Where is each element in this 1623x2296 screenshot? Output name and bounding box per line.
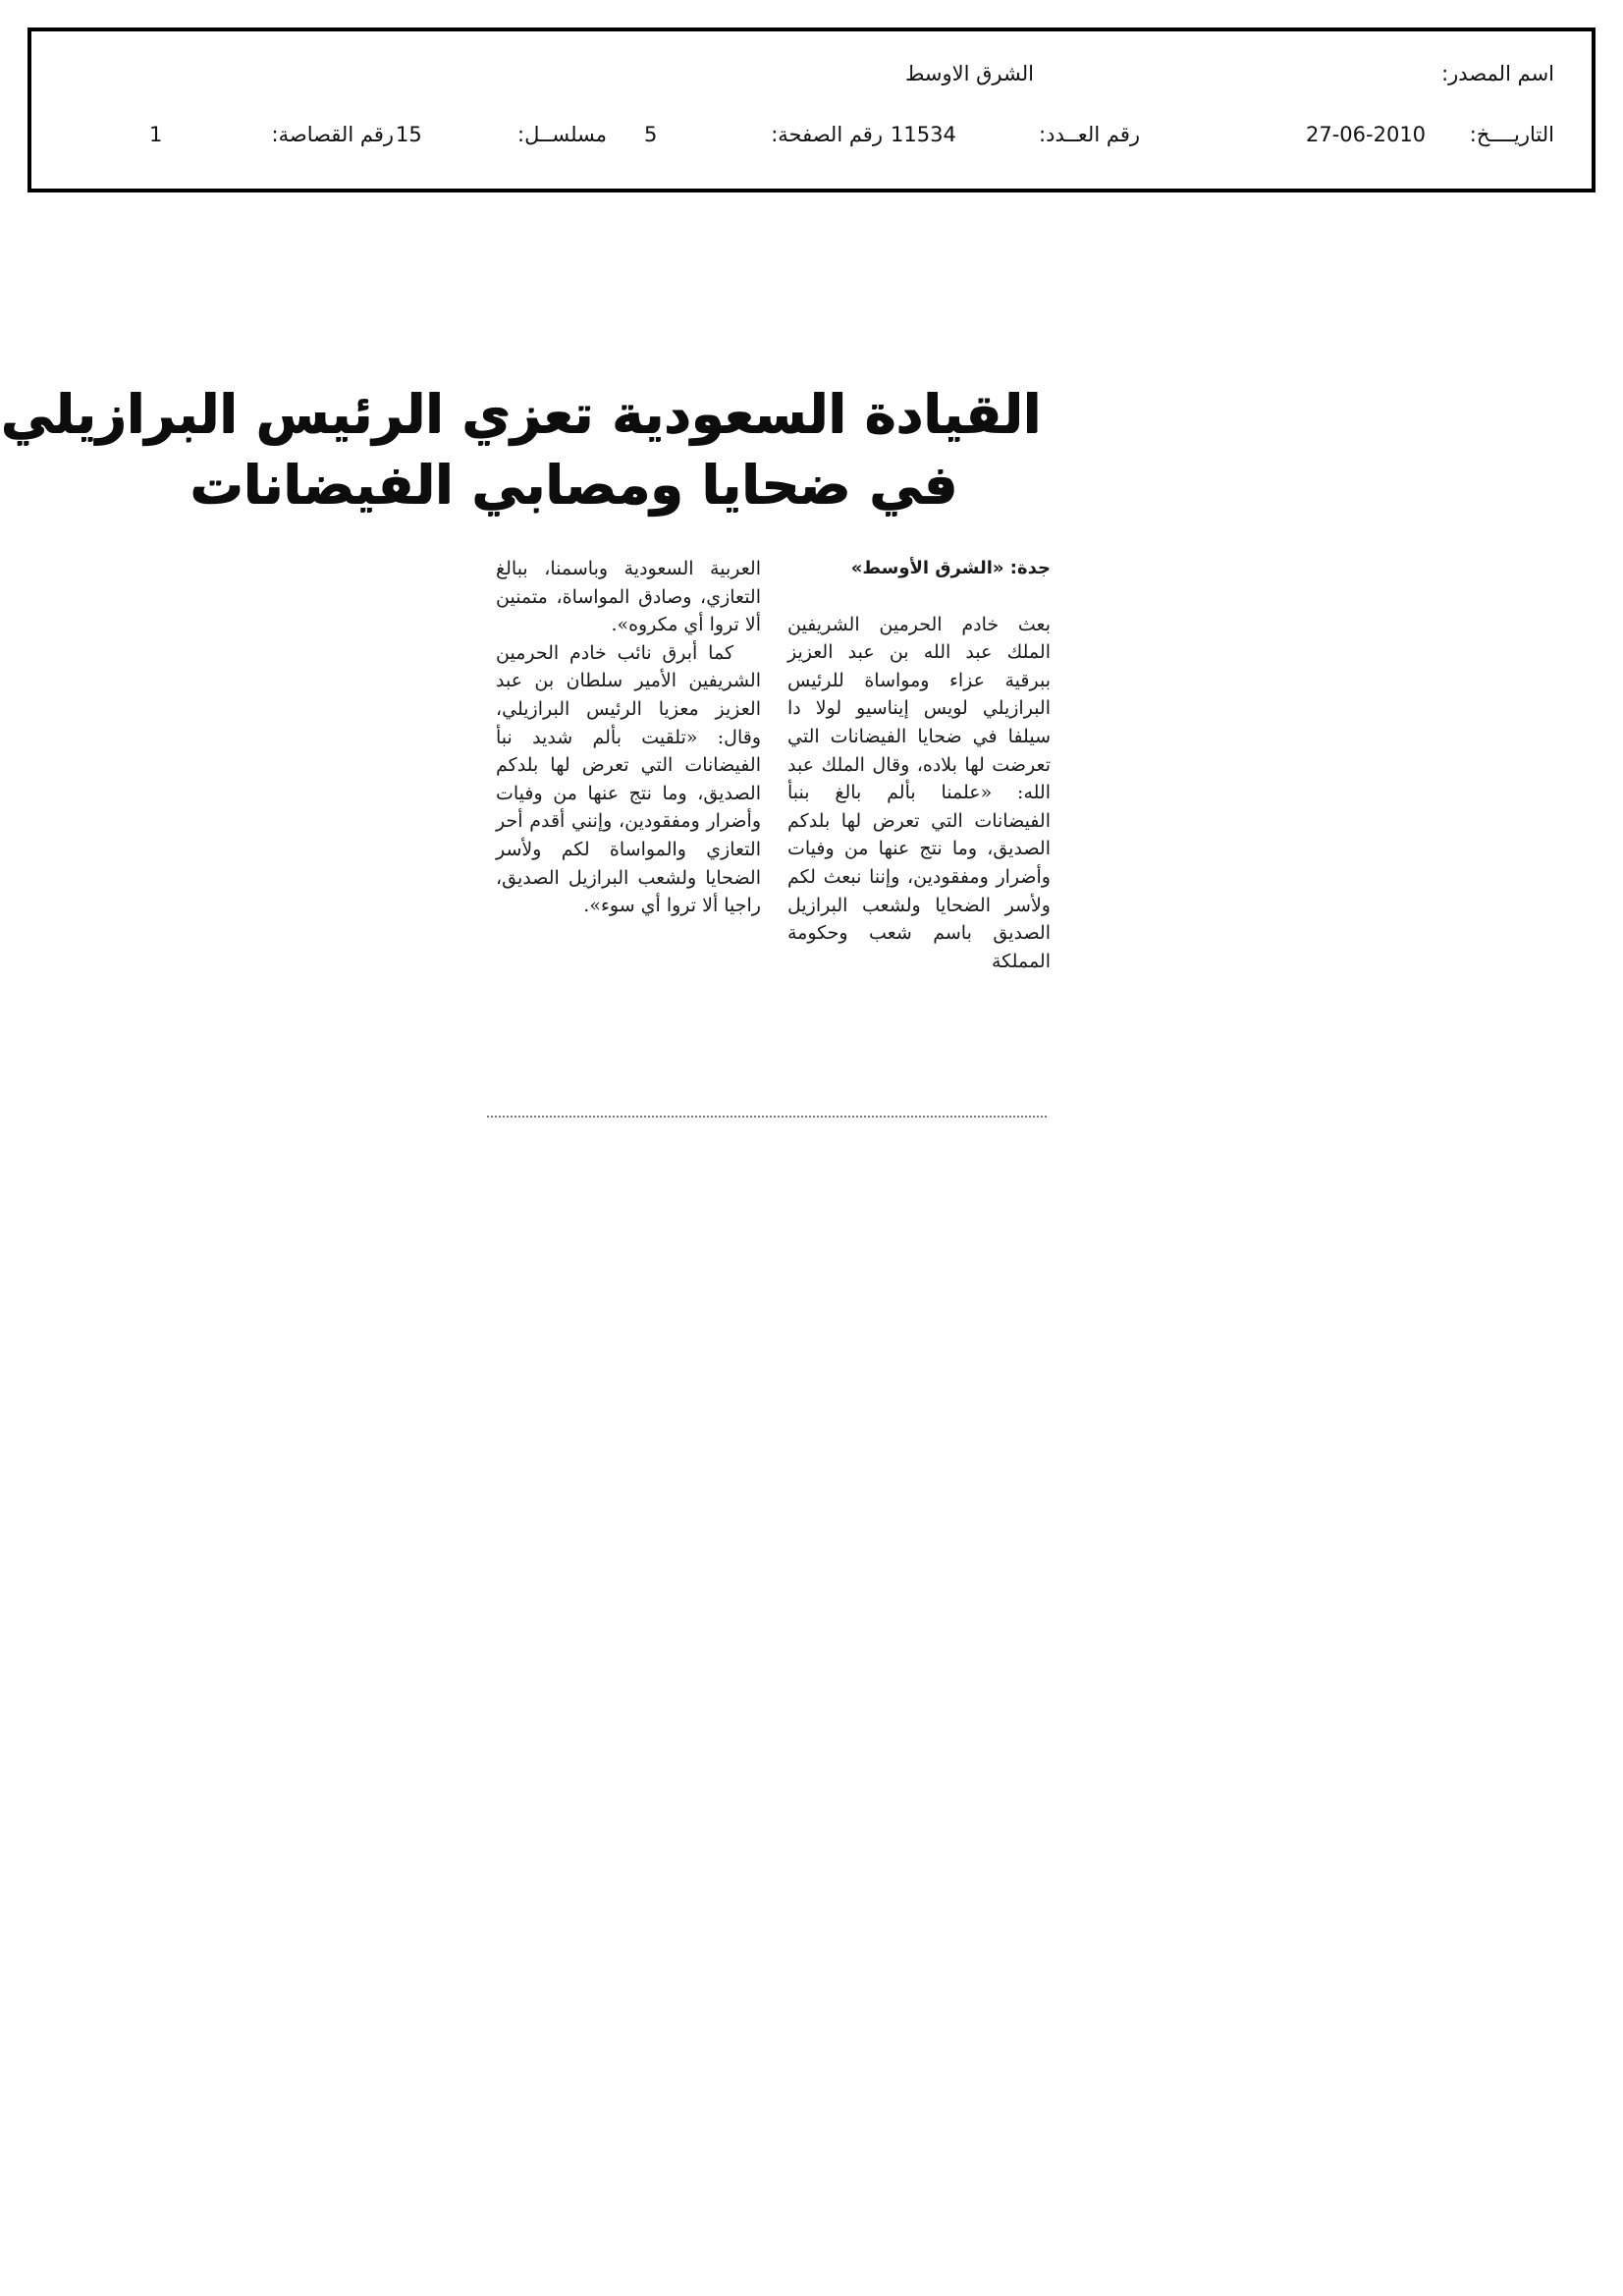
source-label: اسم المصدر: xyxy=(1441,62,1554,85)
clip-number-label: رقم القصاصة: xyxy=(271,123,394,146)
issue-value: 11534 xyxy=(891,123,956,146)
serial-value: 15 xyxy=(396,123,422,146)
page-value: 5 xyxy=(644,123,658,146)
article-column-left xyxy=(496,555,761,920)
source-value: الشرق الاوسط xyxy=(904,62,1034,85)
column-left-text-1: العربية السعودية وباسمنا، ببالغ التعازي، وصادق المواساة، متمنين ألا تروا أي مكروه». xyxy=(496,558,761,636)
newspaper-clipping xyxy=(0,354,1060,1120)
date-label: التاريــــخ: xyxy=(1469,123,1554,146)
column-left-text-2: كما أبرق نائب خادم الحرمين الشريفين الأمير سلطان بن عبد العزيز معزيا الرئيس البرازيلي، وقال: «تلقيت بألم شديد نبأ الفيضانات التي تعرض لها بلدكم الصديق، وما نتج عنها من وفيات وأضرار ومفقودين، وإنني أقدم أحر التعازي والمواساة لكم ولأسر الضحايا ولشعب البرازيل الصديق، راجيا ألا تروا أي سوء». xyxy=(496,641,761,917)
issue-label: رقم العــدد: xyxy=(1039,123,1140,146)
page-label: رقم الصفحة: xyxy=(771,123,883,146)
column-right-text: بعث خادم الحرمين الشريفين الملك عبد الله بن عبد العزيز ببرقية عزاء ومواساة للرئيس البرازيلي لويس إيناسيو لولا دا سيلفا في ضحايا الفيضانات التي تعرضت لها بلاده، وقال الملك عبد الله: «علمنا بألم بالغ بنبأ الفيضانات التي تعرض لها بلدكم الصديق، وما نتج عنها من وفيات وأضرار ومفقودين، وإننا نبعث لكم ولأسر الضحايا ولشعب البرازيل الصديق باسم شعب وحكومة المملكة xyxy=(787,613,1051,972)
article-column-right xyxy=(787,555,1051,975)
clipping-bottom-rule xyxy=(487,1116,1047,1118)
clip-number-value: 1 xyxy=(149,123,163,146)
date-value: 27-06-2010 xyxy=(1306,123,1427,146)
clipping-metadata-box xyxy=(27,27,1596,192)
serial-label: مسلســل: xyxy=(517,123,607,146)
byline: جدة: «الشرق الأوسط» xyxy=(850,558,1051,578)
headline-line-1: القيادة السعودية تعزي الرئيس البرازيلي xyxy=(0,383,1041,445)
headline-line-2: في ضحايا ومصابي الفيضانات xyxy=(189,454,957,516)
